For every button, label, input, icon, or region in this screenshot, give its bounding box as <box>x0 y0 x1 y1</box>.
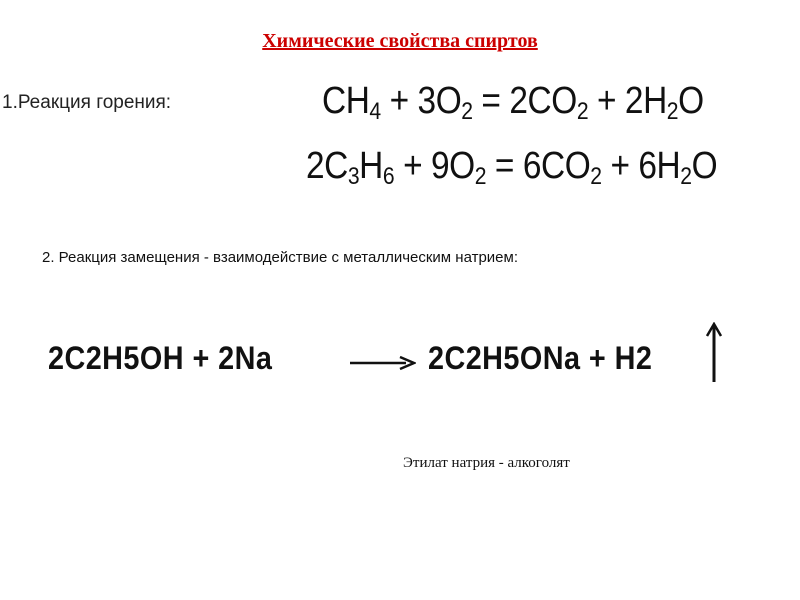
reaction-reactants: 2C2H5OH + 2Na <box>48 340 273 376</box>
page-title: Химические свойства спиртов <box>262 30 538 52</box>
combustion-equation-1: $CH_4 + 3O_2 = 2CO_2 + 2H_2O$ <box>322 80 704 125</box>
combustion-heading: 1.Реакция горения: <box>2 92 172 113</box>
right-arrow-icon <box>350 355 416 371</box>
up-arrow-icon <box>703 322 725 384</box>
note-text: Этилат натрия - алкоголят <box>403 455 570 471</box>
reaction-products: 2C2H5ONa + H2 <box>428 340 653 376</box>
combustion-equation-2: $2C_3H_6 + 9O_2 = 6CO_2 + 6H_2O$ <box>306 145 718 190</box>
substitution-heading: 2. Реакция замещения - взаимодействие с металлическим натрием: <box>42 249 519 266</box>
